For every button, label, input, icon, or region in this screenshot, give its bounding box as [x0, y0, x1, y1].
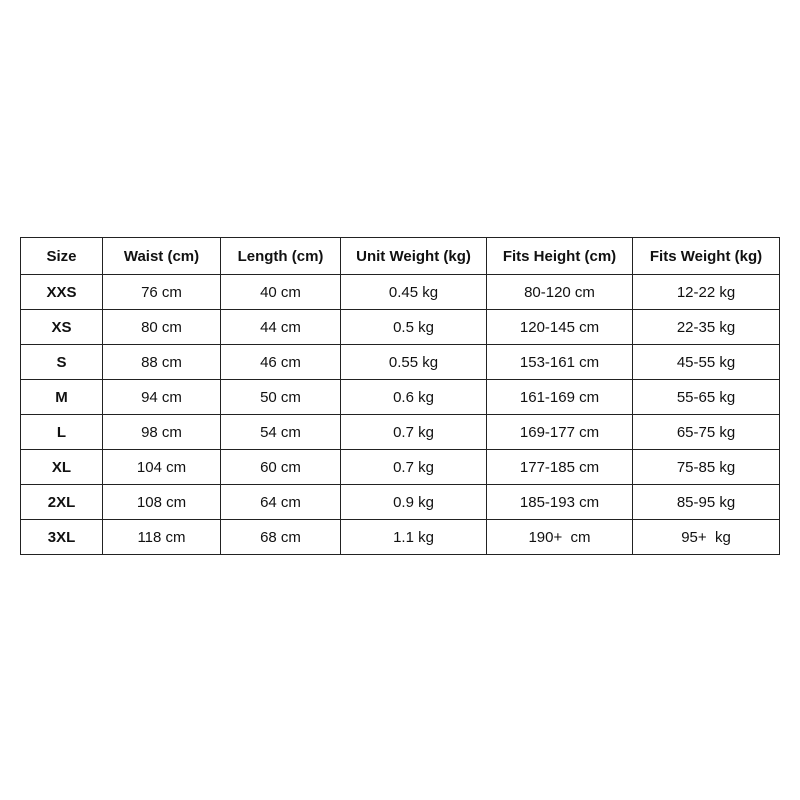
table-row [21, 415, 780, 450]
cell-size: XL [21, 450, 103, 485]
header-length: Length (cm) [221, 238, 341, 275]
cell-unit-weight: 0.7 kg [341, 450, 487, 485]
cell-length: 46 cm [221, 345, 341, 380]
cell-length: 44 cm [221, 310, 341, 345]
cell-size: 3XL [21, 520, 103, 555]
header-fits-height: Fits Height (cm) [487, 238, 633, 275]
size-chart-table [20, 237, 780, 555]
cell-fits-weight: 12-22 kg [633, 275, 780, 310]
cell-unit-weight: 0.9 kg [341, 485, 487, 520]
table-row [21, 275, 780, 310]
cell-length: 54 cm [221, 415, 341, 450]
cell-fits-height: 185-193 cm [487, 485, 633, 520]
cell-unit-weight: 0.45 kg [341, 275, 487, 310]
header-fits-weight: Fits Weight (kg) [633, 238, 780, 275]
cell-waist: 94 cm [103, 380, 221, 415]
cell-size: L [21, 415, 103, 450]
table-row [21, 380, 780, 415]
header-size: Size [21, 238, 103, 275]
header-row [21, 238, 780, 275]
cell-unit-weight: 0.5 kg [341, 310, 487, 345]
cell-fits-weight: 55-65 kg [633, 380, 780, 415]
cell-size: M [21, 380, 103, 415]
cell-fits-weight: 75-85 kg [633, 450, 780, 485]
cell-fits-weight: 95+ kg [633, 520, 780, 555]
table-row [21, 345, 780, 380]
cell-waist: 108 cm [103, 485, 221, 520]
cell-size: S [21, 345, 103, 380]
cell-waist: 76 cm [103, 275, 221, 310]
cell-fits-weight: 45-55 kg [633, 345, 780, 380]
table-row [21, 520, 780, 555]
header-waist: Waist (cm) [103, 238, 221, 275]
cell-fits-height: 80-120 cm [487, 275, 633, 310]
cell-fits-height: 153-161 cm [487, 345, 633, 380]
cell-size: XXS [21, 275, 103, 310]
cell-size: 2XL [21, 485, 103, 520]
cell-waist: 104 cm [103, 450, 221, 485]
cell-length: 40 cm [221, 275, 341, 310]
cell-length: 50 cm [221, 380, 341, 415]
cell-fits-height: 190+ cm [487, 520, 633, 555]
cell-length: 64 cm [221, 485, 341, 520]
cell-waist: 118 cm [103, 520, 221, 555]
table-body [21, 275, 780, 555]
cell-fits-weight: 22-35 kg [633, 310, 780, 345]
cell-waist: 80 cm [103, 310, 221, 345]
cell-waist: 88 cm [103, 345, 221, 380]
table-row [21, 450, 780, 485]
cell-unit-weight: 1.1 kg [341, 520, 487, 555]
header-unit-weight: Unit Weight (kg) [341, 238, 487, 275]
cell-unit-weight: 0.6 kg [341, 380, 487, 415]
cell-fits-height: 169-177 cm [487, 415, 633, 450]
cell-length: 68 cm [221, 520, 341, 555]
cell-fits-height: 177-185 cm [487, 450, 633, 485]
cell-fits-height: 120-145 cm [487, 310, 633, 345]
cell-unit-weight: 0.55 kg [341, 345, 487, 380]
table-row [21, 485, 780, 520]
cell-fits-weight: 65-75 kg [633, 415, 780, 450]
cell-fits-height: 161-169 cm [487, 380, 633, 415]
cell-unit-weight: 0.7 kg [341, 415, 487, 450]
cell-length: 60 cm [221, 450, 341, 485]
cell-size: XS [21, 310, 103, 345]
cell-waist: 98 cm [103, 415, 221, 450]
table-row [21, 310, 780, 345]
cell-fits-weight: 85-95 kg [633, 485, 780, 520]
